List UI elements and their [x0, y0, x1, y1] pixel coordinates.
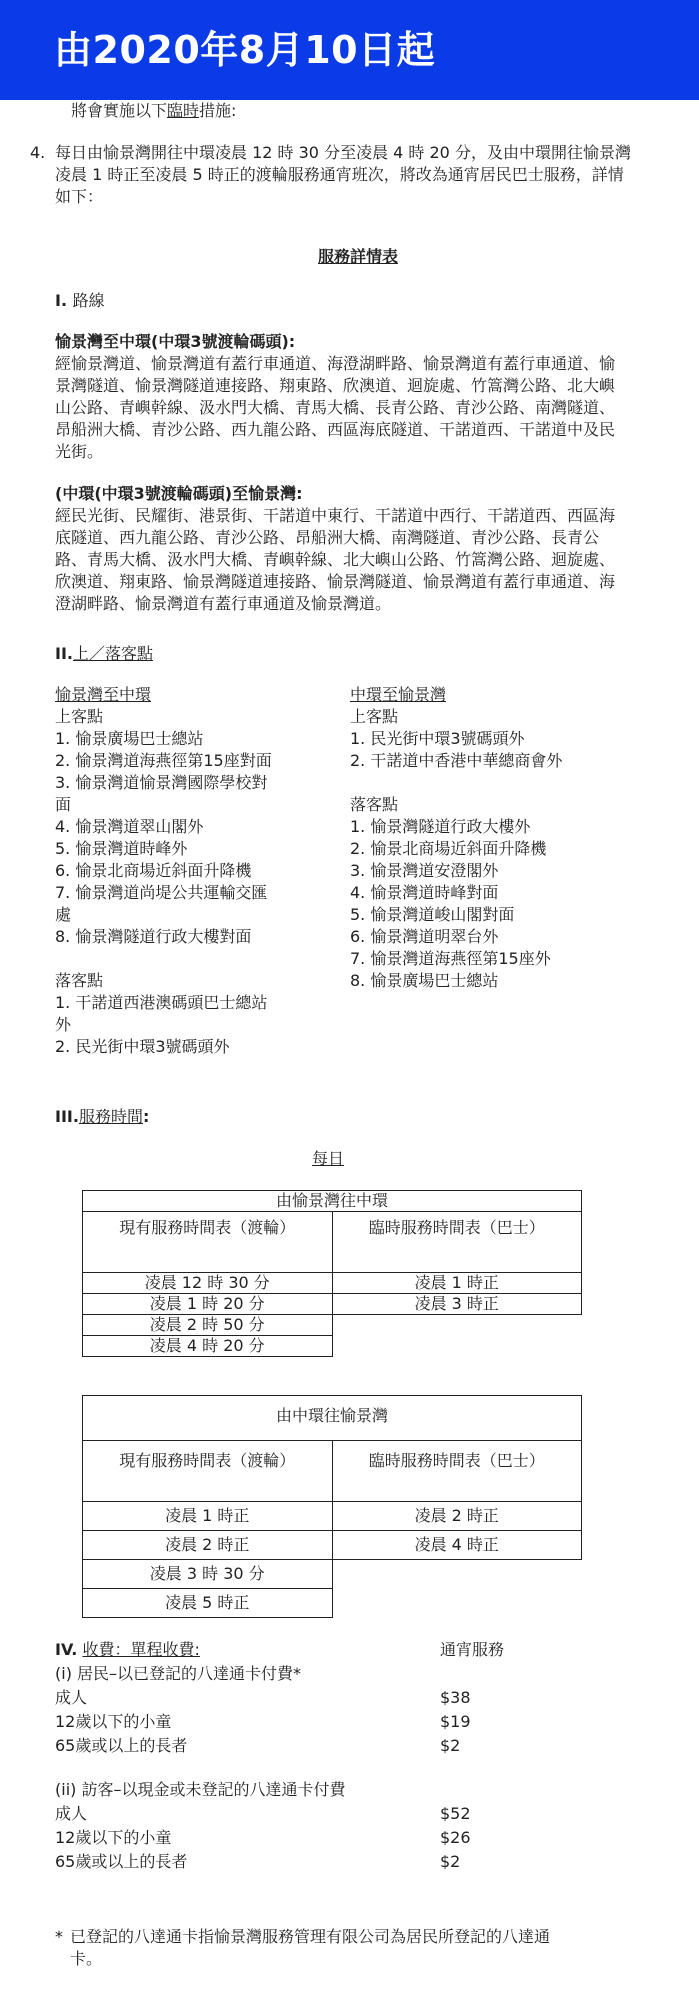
- list-item: 1. 愉景灣隧道行政大樓外: [350, 817, 531, 836]
- fare-label: 成人: [55, 1688, 88, 1707]
- item-number: 4.: [30, 143, 46, 162]
- table-row: 凌晨 2 時 50 分: [83, 1315, 582, 1336]
- hours-heading: III.服務時間:: [55, 1107, 150, 1126]
- list-item: 2. 民光街中環3號碼頭外: [55, 1037, 230, 1056]
- intro-text: 將會實施以下臨時措施:: [71, 101, 237, 120]
- service-details-title: 服務詳情表: [318, 247, 399, 266]
- list-item: 5. 愉景灣道峻山閣對面: [350, 905, 515, 924]
- list-item: 8. 愉景灣隧道行政大樓對面: [55, 927, 252, 946]
- list-item: 6. 愉景灣道明翠台外: [350, 927, 499, 946]
- table-row: 凌晨 3 時 30 分: [83, 1560, 582, 1589]
- stops-left-column: 愉景灣至中環 上客點 1. 愉景廣場巴士總站 2. 愉景灣道海燕徑第15座對面 3. 愉景灣道愉景灣國際學校對 面 4. 愉景灣道翠山閣外 5. 愉景灣道時峰外 6. 愉景北商場近斜面升降機 7. 愉景灣道尚堤公共運輸交匯 處 8. 愉景灣隧道行政大樓對面 落客點 1. 干諾道西港澳碼頭巴士總站 外 2. 民光街中環3號碼頭外: [55, 685, 272, 1056]
- list-item: 2. 愉景灣道海燕徑第15座對面: [55, 751, 272, 770]
- list-item: 1. 干諾道西港澳碼頭巴士總站: [55, 993, 268, 1012]
- fares-column-label: 通宵服務: [440, 1640, 505, 1659]
- list-item: 1. 愉景廣場巴士總站: [55, 729, 204, 748]
- route-outbound-title: 愉景灣至中環(中環3號渡輪碼頭):: [55, 332, 296, 351]
- list-item: 2. 干諾道中香港中華總商會外: [350, 751, 563, 770]
- route-heading: I. 路線: [55, 291, 105, 310]
- list-item: 7. 愉景灣道尚堤公共運輸交匯: [55, 883, 268, 902]
- list-item: 8. 愉景廣場巴士總站: [350, 971, 499, 990]
- footnote-text: 已登記的八達通卡指愉景灣服務管理有限公司為居民所登記的八達通 卡。: [70, 1927, 551, 1968]
- table-row: 凌晨 1 時正 凌晨 2 時正: [83, 1502, 582, 1531]
- list-item: 1. 民光街中環3號碼頭外: [350, 729, 525, 748]
- list-item: 處: [55, 905, 72, 924]
- col-header-ferry: 現有服務時間表（渡輪）: [83, 1441, 333, 1502]
- daily-label: 每日: [312, 1149, 345, 1168]
- table-row: 凌晨 4 時 20 分: [83, 1336, 582, 1357]
- list-item: 5. 愉景灣道時峰外: [55, 839, 188, 858]
- fare-label: 65歲或以上的長者: [55, 1736, 188, 1755]
- visitor-title: (ii) 訪客–以現金或未登記的八達通卡付費: [55, 1780, 346, 1799]
- col-header-bus: 臨時服務時間表（巴士）: [332, 1441, 582, 1502]
- item-4-text: 每日由愉景灣開往中環凌晨 12 時 30 分至凌晨 4 時 20 分，及由中環開往愉景灣 凌晨 1 時正至凌晨 5 時正的渡輪服務通宵班次，將改為通宵居民巴士服務，詳情 如下：: [55, 143, 631, 206]
- fare-price: $38: [440, 1688, 471, 1707]
- footnote-mark: *: [55, 1927, 63, 1946]
- stops-heading: II.上／落客點: [55, 644, 153, 663]
- fare-label: 成人: [55, 1804, 88, 1823]
- route-inbound-title: (中環(中環3號渡輪碼頭)至愉景灣:: [55, 484, 303, 503]
- list-item: 7. 愉景灣道海燕徑第15座外: [350, 949, 551, 968]
- table-row: 凌晨 5 時正: [83, 1589, 582, 1618]
- fare-label: 12歲以下的小童: [55, 1828, 172, 1847]
- stops-left-title: 愉景灣至中環: [55, 685, 152, 704]
- fare-price: $2: [440, 1852, 461, 1871]
- list-item: 外: [55, 1015, 72, 1034]
- fare-price: $26: [440, 1828, 471, 1847]
- table-title: 由中環往愉景灣: [83, 1396, 582, 1441]
- resident-title: (i) 居民–以已登記的八達通卡付費*: [55, 1664, 302, 1683]
- fares-heading: IV. 收費：單程收費:: [55, 1640, 200, 1659]
- stops-right-column: 中環至愉景灣 上客點 1. 民光街中環3號碼頭外 2. 干諾道中香港中華總商會外 落客點 1. 愉景灣隧道行政大樓外 2. 愉景北商場近斜面升降機 3. 愉景灣道安澄閣外 4. 愉景灣道時峰對面 5. 愉景灣道峻山閣對面 6. 愉景灣道明翠台外 7. 愉景灣道海燕徑第15座外 8. 愉景廣場巴士總站: [350, 685, 563, 990]
- col-header-ferry: 現有服務時間表（渡輪）: [83, 1212, 333, 1273]
- header-bar: [0, 0, 699, 100]
- list-item: 3. 愉景灣道安澄閣外: [350, 861, 499, 880]
- table-title: 由愉景灣往中環: [83, 1191, 582, 1212]
- list-item: 6. 愉景北商場近斜面升降機: [55, 861, 252, 880]
- list-item: 面: [55, 795, 72, 814]
- fare-price: $2: [440, 1736, 461, 1755]
- table-row: 凌晨 1 時 20 分 凌晨 3 時正: [83, 1294, 582, 1315]
- schedule-table-central-to-dbay: [82, 1395, 582, 1618]
- list-item: 4. 愉景灣道翠山閣外: [55, 817, 204, 836]
- route-inbound: (中環(中環3號渡輪碼頭)至愉景灣: 經民光街、民耀街、港景街、干諾道中東行、干諾道中西行、干諾道西、西區海 底隧道、西九龍公路、青沙公路、昂船洲大橋、南灣隧道、青沙公路、長青公 路、青馬大橋、汲水門大橋、青嶼幹線、北大嶼山公路、竹篙灣公路、迴旋處、 欣澳道、翔東路、愉景灣隧道連接路、愉景灣隧道、愉景灣道有蓋行車通道、海 澄湖畔路、愉景灣道有蓋行車通道及愉景灣道。: [55, 483, 675, 615]
- table-row: 凌晨 12 時 30 分 凌晨 1 時正: [83, 1273, 582, 1294]
- col-header-bus: 臨時服務時間表（巴士）: [332, 1212, 582, 1273]
- list-item: 3. 愉景灣道愉景灣國際學校對: [55, 773, 268, 792]
- page-title: 由2020年8月10日起: [54, 28, 436, 72]
- fare-price: $52: [440, 1804, 471, 1823]
- fare-label: 65歲或以上的長者: [55, 1852, 188, 1871]
- schedule-table-dbay-to-central: [82, 1190, 582, 1357]
- route-outbound: 愉景灣至中環(中環3號渡輪碼頭): 經愉景灣道、愉景灣道有蓋行車通道、海澄湖畔路、愉景灣道有蓋行車通道、愉 景灣隧道、愉景灣隧道連接路、翔東路、欣澳道、迴旋處、竹篙灣公路、北大嶼 山公路、青嶼幹線、汲水門大橋、青馬大橋、長青公路、青沙公路、南灣隧道、 昂船洲大橋、青沙公路、西九龍公路、西區海底隧道、干諾道西、干諾道中及民 光街。: [55, 331, 675, 463]
- list-item: 2. 愉景北商場近斜面升降機: [350, 839, 547, 858]
- table-row: 凌晨 2 時正 凌晨 4 時正: [83, 1531, 582, 1560]
- list-item: 4. 愉景灣道時峰對面: [350, 883, 499, 902]
- fare-price: $19: [440, 1712, 471, 1731]
- fare-label: 12歲以下的小童: [55, 1712, 172, 1731]
- stops-right-title: 中環至愉景灣: [350, 685, 447, 704]
